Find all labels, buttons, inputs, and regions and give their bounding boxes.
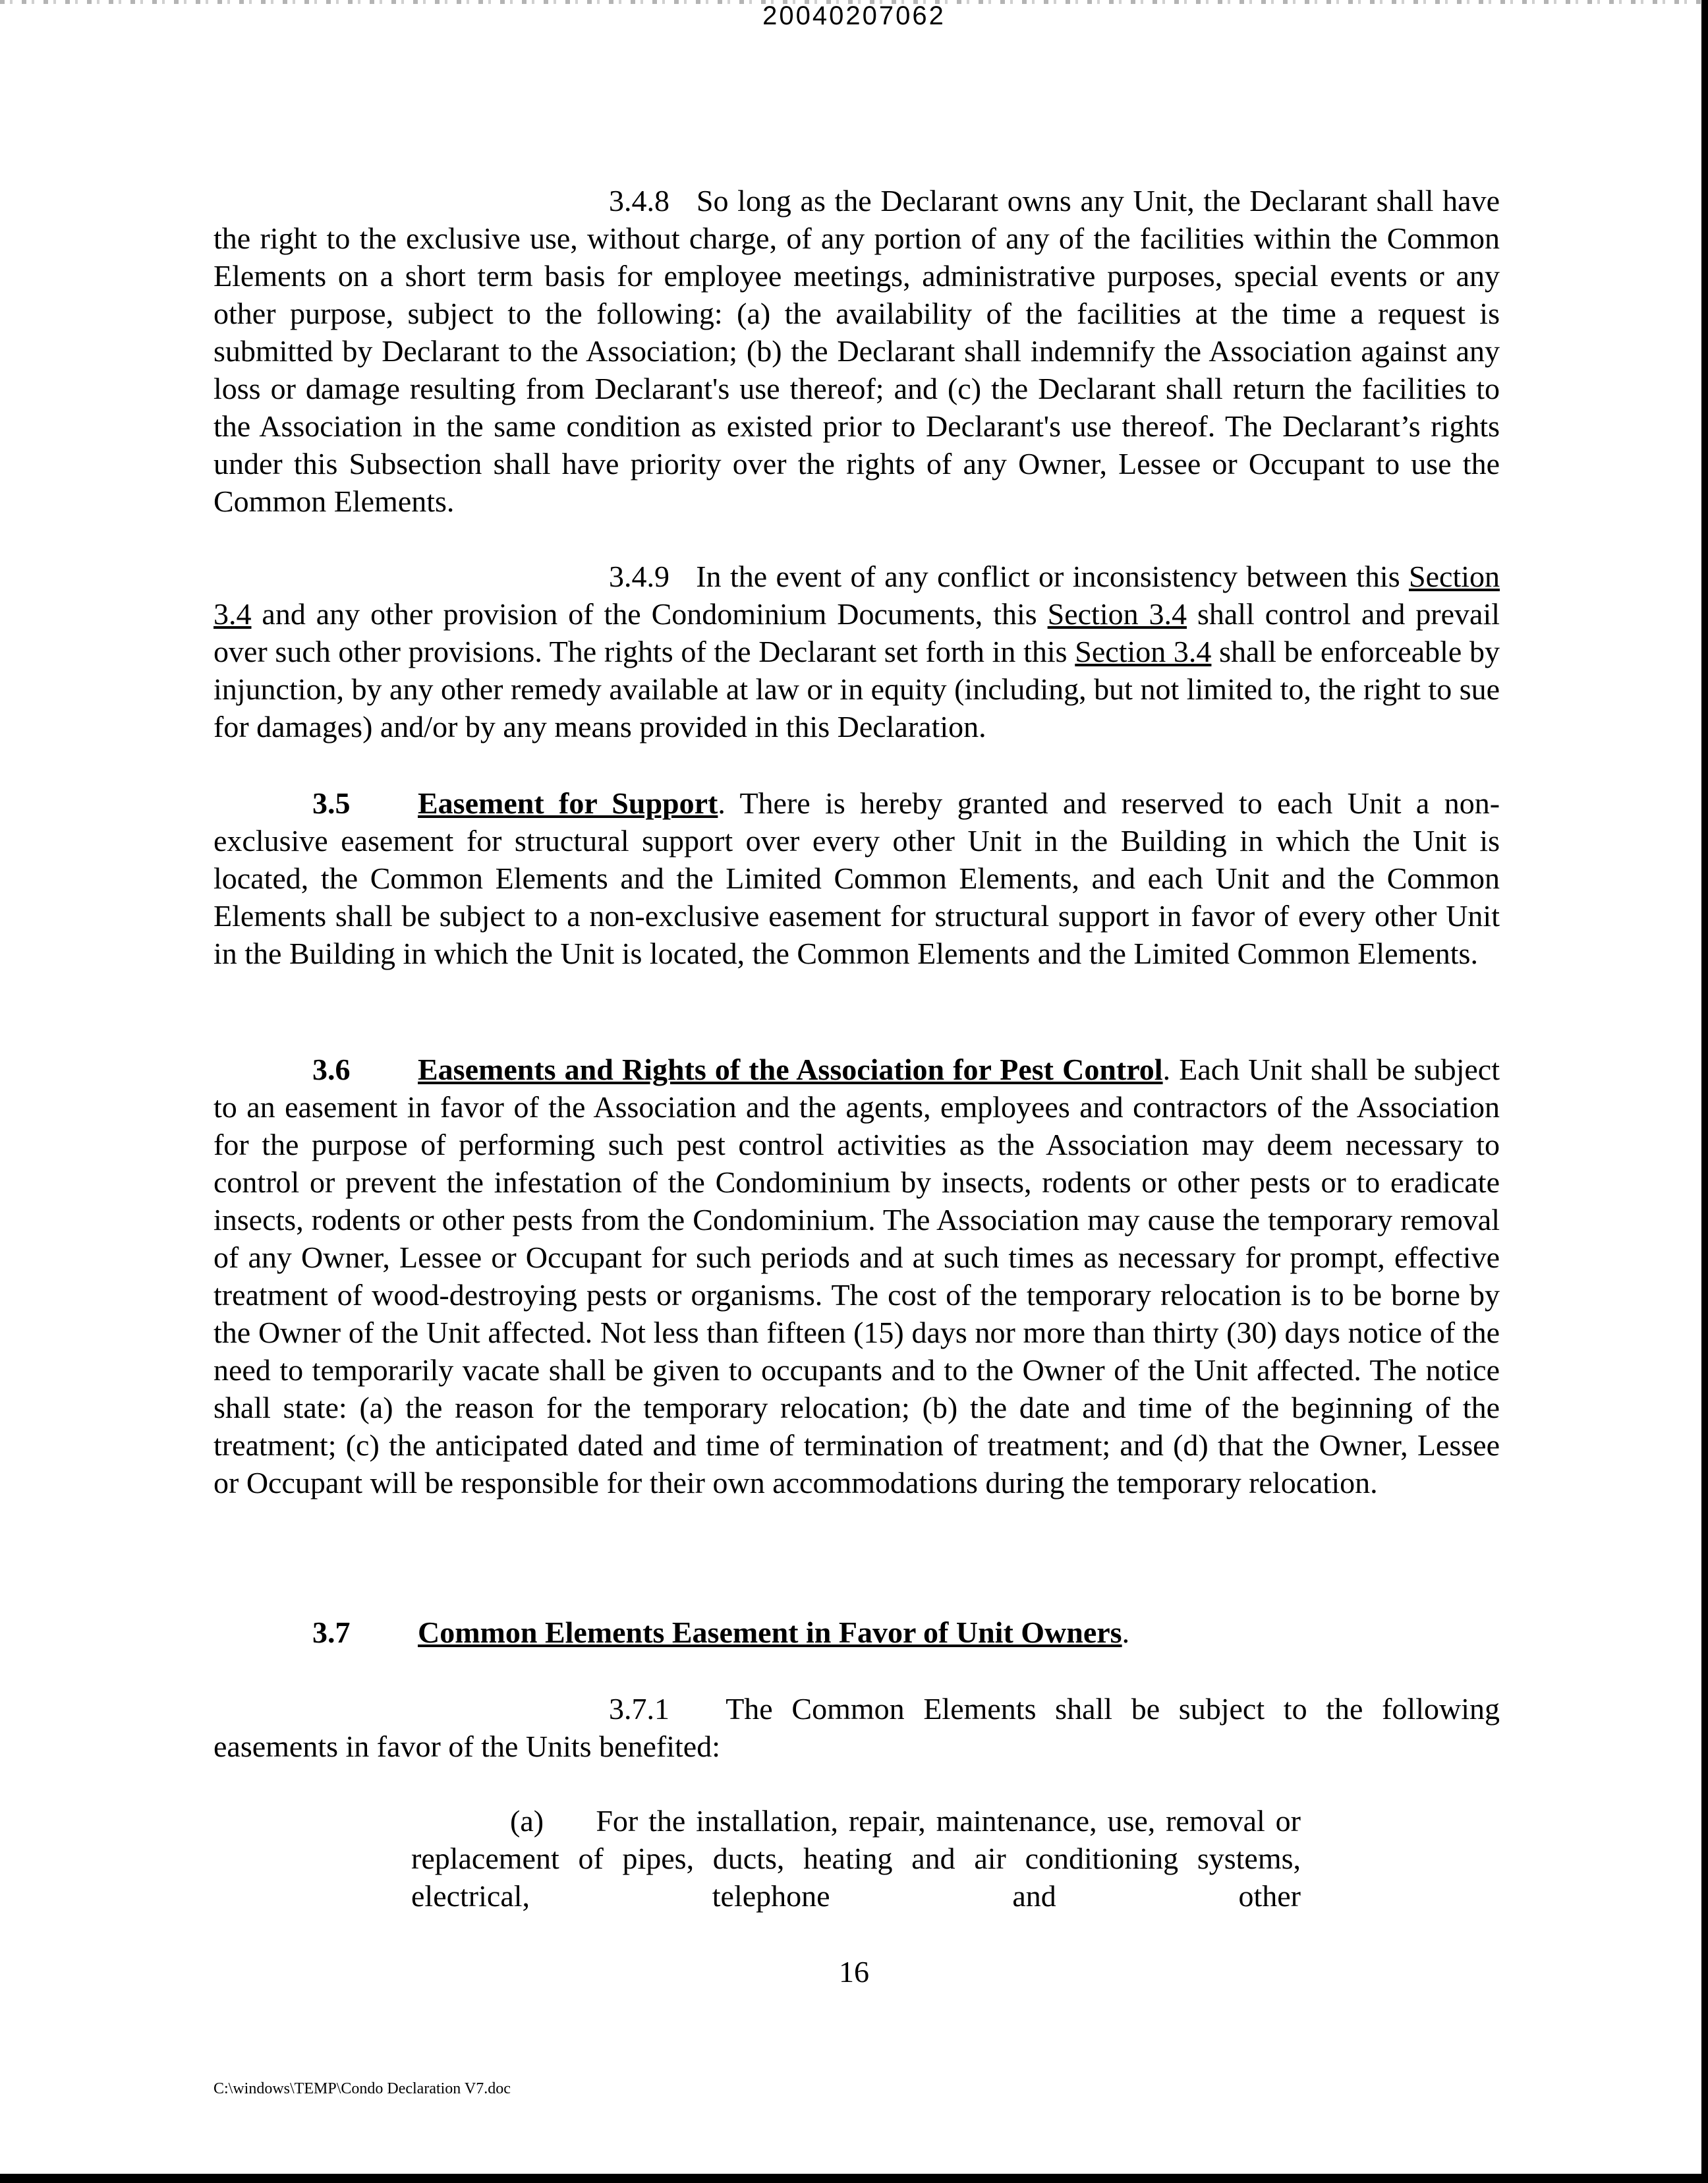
section-number: 3.7 [312,1615,351,1649]
list-item-a [411,1802,1301,1915]
section-reference: Section 3.4 [1075,635,1212,668]
paragraph-text: Each Unit shall be subject to an easement in favor of the Association and the agents, employees and contractors of the Association for the purpose of performing such pest control activities as the Association may deem necessary to control or prevent the infestation of the Condominium by insects, rodents or other pests or to eradicate insects, rodents or other pests from the Condominium. The Association may cause the temporary removal of any Owner, Lessee or Occupant for such periods and at such times as necessary for prompt, effective treatment of wood-destroying pests or organisms. The cost of the temporary relocation is to be borne by the Owner of the Unit affected. Not less than fifteen (15) days nor more than thirty (30) days notice of the need to temporarily vacate shall be given to occupants and to the Owner of the Unit affected. The notice shall state: (a) the reason for the temporary relocation; (b) the date and time of the beginning of the treatment; (c) the anticipated dated and time of termination of treatment; and (d) that the Owner, Lessee or Occupant will be responsible for their own accommodations during the temporary relocation. [214,1053,1500,1499]
paragraph-text: shall be enforceable by injunction, by any other remedy available at law or in equity (including, but not limited to, the right to sue for damages) and/or by any means provided in this Declaration. [214,635,1500,743]
document-id: 20040207062 [762,1,946,30]
paragraph-text: The Common Elements shall be subject to the following easements in favor of the Units benefited: [214,1692,1500,1763]
paragraph-3-4-9 [214,558,1500,745]
paragraph-3-7-1 [214,1690,1500,1765]
section-heading: Common Elements Easement in Favor of Unit Owners [418,1615,1122,1649]
list-item-text: For the installation, repair, maintenance, use, removal or replacement of pipes, ducts, heating and air conditioning systems, electrical, telephone and other [411,1804,1301,1913]
section-heading: Easements and Rights of the Association for Pest Control [418,1053,1163,1086]
footer-file-path: C:\windows\TEMP\Condo Declaration V7.doc [214,2080,511,2097]
scan-edge-right [1701,0,1708,2183]
list-item-label: (a) [510,1804,544,1838]
page-number: 16 [839,1955,869,1989]
paragraph-3-4-8 [214,182,1500,520]
section-reference: Section 3.4 [1047,597,1187,631]
section-number: 3.7.1 [609,1692,669,1726]
section-number: 3.4.8 [609,184,669,218]
section-number: 3.4.9 [609,560,669,593]
section-number: 3.6 [312,1053,351,1086]
section-number: 3.5 [312,786,351,820]
section-heading: Easement for Support [418,786,718,820]
paragraph-3-6: 3.6 Easements and Rights of the Association for Pest Control. Each Unit shall be subject to an easement in favor of the Association and the agents, employees and contractors of the Association for the purpose of performing such pest control activities as the Association may deem necessary to control or prevent the infestation of the Condominium by insects, rodents or other pests or to eradicate insects, rodents or other pests from the Condominium. The Association may cause the temporary removal of any Owner, Lessee or Occupant for such periods and at such times as necessary for prompt, effective treatment of wood-destroying pests or organisms. The cost of the temporary relocation is to be borne by the Owner of the Unit affected. Not less than fifteen (15) days nor more than thirty (30) days notice of the need to temporarily vacate shall be given to occupants and to the Owner of the Unit affected. The notice shall state: (a) the reason for the temporary relocation; (b) the date and time of the beginning of the treatment; (c) the anticipated dated and time of termination of treatment; and (d) that the Owner, Lessee or Occupant will be responsible for their own accommodations during the temporary relocation. [214,1051,1500,1501]
paragraph-text: shall control and prevail over such other provisions. The rights of the Declarant set forth in this [214,597,1500,668]
paragraph-text: So long as the Declarant owns any Unit, the Declarant shall have the right to the exclusive use, without charge, of any portion of any of the facilities within the Common Elements on a short term basis for employee meetings, administrative purposes, special events or any other purpose, subject to the following: (a) the availability of the facilities at the time a request is submitted by Declarant to the Association; (b) the Declarant shall indemnify the Association against any loss or damage resulting from Declarant's use thereof; and (c) the Declarant shall return the facilities to the Association in the same condition as existed prior to Declarant's use thereof. The Declarant’s rights under this Subsection shall have priority over the rights of any Owner, Lessee or Occupant to use the Common Elements. [214,184,1500,518]
section-reference: Section 3.4 [214,560,1500,631]
paragraph-text: In the event of any conflict or inconsistency between this [696,560,1400,593]
heading-3-7: 3.7 Common Elements Easement in Favor of Unit Owners. [214,1614,1500,1651]
paragraph-text: and any other provision of the Condominium Documents, this [262,597,1037,631]
paragraph-3-5: 3.5 Easement for Support. There is hereby granted and reserved to each Unit a non-exclusive easement for structural support over every other Unit in the Building in which the Unit is located, the Common Elements and the Limited Common Elements, and each Unit and the Common Elements shall be subject to a non-exclusive easement for structural support in favor of every other Unit in the Building in which the Unit is located, the Common Elements and the Limited Common Elements. [214,784,1500,972]
paragraph-text: There is hereby granted and reserved to each Unit a non-exclusive easement for structural support over every other Unit in the Building in which the Unit is located, the Common Elements and the Limited Common Elements, and each Unit and the Common Elements shall be subject to a non-exclusive easement for structural support in favor of every other Unit in the Building in which the Unit is located, the Common Elements and the Limited Common Elements. [214,786,1500,970]
scan-edge-bottom [0,2174,1708,2183]
